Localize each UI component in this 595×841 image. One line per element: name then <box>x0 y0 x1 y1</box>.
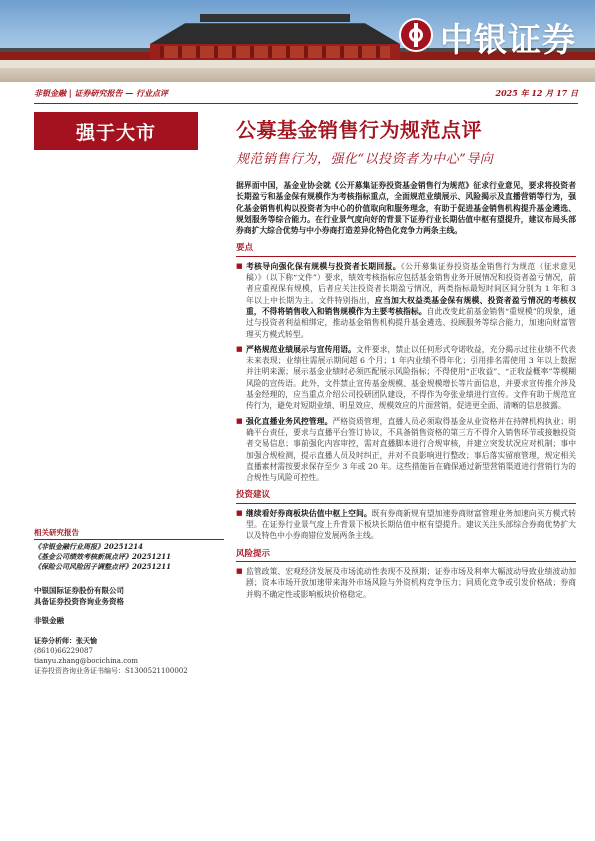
key-point-item <box>236 261 576 340</box>
analyst-certificate: 证券投资咨询业务证书编号：S1300521100002 <box>34 667 188 675</box>
report-meta <box>34 86 578 100</box>
brand-name: 中银证券 <box>440 20 576 59</box>
report-date: 2025 年 12 月 17 日 <box>495 88 578 98</box>
invest-advice-heading: 投资建议 <box>236 490 576 503</box>
bank-logo-icon <box>399 18 433 52</box>
analyst-name: 证券分析师：张天愉 <box>34 636 97 645</box>
intro-paragraph: 据界面中国，基金业协会就《公开募集证券投资基金销售行为规范》征求行业意见，要求将投资者长期盈亏和基金保有规模作为考核指标重点，全面规范业绩展示、风险揭示及直播营销等行为，强化基金销售机构以投资者为中心的价值取向和服务理念，有助于促进基金销售机构提升基金遴选、规划服务等综合能力。在行业景气度向好的背景下证券行业长期估值中枢有望提升，建议布局头部券商扩大综合优势与中小券商打造差异化特色化竞争力两条主线。 <box>236 181 576 236</box>
banner-roof-ridge <box>200 14 350 22</box>
banner-plaza <box>0 68 595 82</box>
header-banner <box>0 0 595 82</box>
related-report-link[interactable]: 《保险公司风险因子调整点评》20251211 <box>34 562 171 571</box>
bullet-square-icon: ■ <box>236 566 243 575</box>
invest-advice-item <box>236 508 576 542</box>
risk-item <box>236 566 576 600</box>
bullet-square-icon: ■ <box>236 416 243 425</box>
key-points-heading: 要点 <box>236 243 576 256</box>
analyst-email[interactable]: tianyu.zhang@bocichina.com <box>34 657 138 665</box>
risk-text: 监管政策、宏观经济发展及市场流动性表现不及预期；证券市场及利率大幅波动导致业绩波动加剧；资本市场开放加速带来海外市场风险与外资机构竞争压力；同质化竞争或引发价格战；券商并购不确定性或影响板块价格稳定。 <box>246 566 576 599</box>
meta-divider <box>34 103 578 104</box>
report-category: 非银金融 | 证券研究报告 — 行业点评 <box>34 88 169 98</box>
analyst-info <box>34 636 224 676</box>
company-qualification: 具备证券投资咨询业务资格 <box>34 597 124 606</box>
company-name: 中银国际证券股份有限公司 <box>34 586 124 595</box>
key-point-text: 强化直播业务风控管理。严格资质管理，直播人员必须取得基金从业资格并在持牌机构执业；明确平台责任，要求与直播平台签订协议，不具备销售资格的第三方不得介入销售环节或接触投资者交易信息；事前强化内容审控，需对直播脚本进行合规审核，并建立突发状况应对机制；事中加强合规检测，提示直播人员及时纠正，并对不良影响进行整改；事后落实留痕管理，规定相关直播素材需按要求保存至少 3 年或 20 年。这些措施旨在确保通过新型营销渠道进行营销行为的合规性与风险可控性。 <box>246 416 577 483</box>
main-column <box>236 180 576 604</box>
risk-heading: 风险提示 <box>236 549 576 562</box>
key-point-item <box>236 416 576 484</box>
report-subtitle: 规范销售行为，强化“以投资者为中心”导向 <box>236 152 494 167</box>
report-title: 公募基金销售行为规范点评 <box>236 118 482 142</box>
sector-label: 非银金融 <box>34 616 64 625</box>
key-point-text: 严格规范业绩展示与宣传用语。文件要求，禁止以任何形式夸诺收益，充分揭示过往业绩不代表未来表现；业绩往需展示期间超 6 个月；1 年内业绩不得年化；引用排名需使用 3 年以上数据并注明来源；展示基金业绩时必须匹配展示风险指标；不得使用“正收益”、“正收益概率”等模糊风险的宣传语。此外，文件禁止宣传基金规模、基金规模增长等片面信息，并要求宣传推介涉及基金经理的，应当重点介绍公司投研团队建设，不得作为夸张业绩进行宣传。文件有助于规范宣传行为，避免对短期业绩、明星效应、规模效应的片面营销，促进更全面、清晰的信息披露。 <box>246 344 577 411</box>
rating-badge: 强于大市 <box>34 112 198 150</box>
key-point-text: 考核导向强化保有规模与投资者长期回报。《公开募集证券投资基金销售行为规范（征求意见稿）》（以下称“文件”）要求，绩效考核指标应包括基金销售业务开展情况和投资者盈亏情况，前者应重视保有规模，后者应关注投资者长期盈亏情况，两类指标最短时间区间分别为 1 年和 3 年以上中长期为主。文件特别指出，应当加大权益类基金保有规模、投资者盈亏情况的考核权重，不得将销售收入和销售规模作为主要考核指标。自此改变此前基金销售“重规模”的现象，通过与投资者利益相绑定，推动基金销售机构提升基金遴选、投顾服务等综合能力，加速向财富管理买方模式转型。 <box>246 261 577 339</box>
analyst-phone: (8610)66229087 <box>34 647 93 655</box>
related-report-link[interactable]: 《基金公司绩效考核新规点评》20251211 <box>34 552 171 561</box>
banner-terrace <box>0 60 595 68</box>
bullet-square-icon: ■ <box>236 508 243 517</box>
key-point-item <box>236 344 576 412</box>
company-info <box>34 585 224 607</box>
related-reports <box>34 528 224 572</box>
related-report-link[interactable]: 《非银金融行业周报》20251214 <box>34 542 143 551</box>
bullet-square-icon: ■ <box>236 344 243 353</box>
invest-advice-text: 继续看好券商板块估值中枢上空间。既有券商新规有望加速券商财富管理业务加速向买方模式转型。在证券行业景气度上升背景下板块长期估值中枢有望提升。建议关注头部综合券商优势扩大以及特色中小券商错位发展两条主线。 <box>246 508 577 541</box>
bullet-square-icon: ■ <box>236 261 243 270</box>
banner-hall-columns <box>160 46 390 58</box>
related-reports-heading: 相关研究报告 <box>34 528 224 540</box>
